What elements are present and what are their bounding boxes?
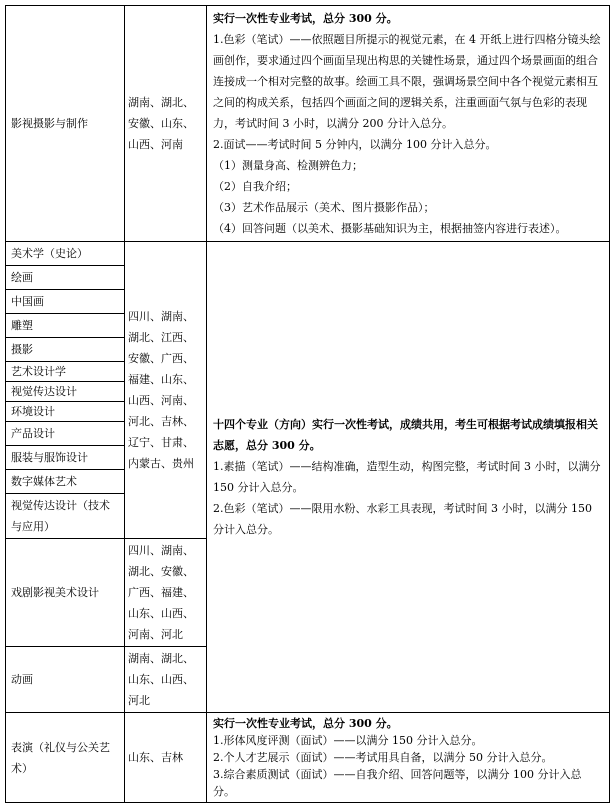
major-art-5: 摄影 bbox=[6, 338, 125, 362]
major-drama: 戏剧影视美术设计 bbox=[6, 539, 125, 647]
requirements-art bbox=[207, 242, 610, 713]
regions-drama: 四川、湖南、湖北、安徽、广西、福建、山东、山西、河南、河北 bbox=[125, 539, 207, 647]
major-art-11: 数字媒体艺术 bbox=[6, 470, 125, 494]
film-interview-item-4: （4）回答问题（以美术、摄影基础知识为主，根据抽签内容进行表述）。 bbox=[213, 222, 567, 235]
regions-performance: 山东、吉林 bbox=[125, 713, 207, 803]
major-art-4: 雕塑 bbox=[6, 314, 125, 338]
table-row-performance bbox=[6, 713, 610, 803]
performance-talent-show: 2.个人才艺展示（面试）——考试用具自备，以满分 50 分计入总分。 bbox=[213, 751, 553, 764]
regions-animation: 湖南、湖北、山东、山西、河北 bbox=[125, 647, 207, 713]
admissions-table bbox=[5, 5, 610, 803]
major-art-2: 绘画 bbox=[6, 266, 125, 290]
film-color-exam: 1.色彩（笔试）——依照题目所提示的视觉元素，在 4 开纸上进行四格分镜头绘画创作，要求通过四个画面呈现出构思的关键性场景，通过四个场景画面的组合连接成一个相对完整的故事。绘画工具不限，强调场景空间中各个视觉元素相互之间的构成关系，包括四个画面之间的逻辑关系，注重画面气氛与色彩的表现力，考试时间 3 小时，以满分 200 分计入总分。 bbox=[213, 33, 601, 130]
major-art-10: 服装与服饰设计 bbox=[6, 446, 125, 470]
major-film: 影视摄影与制作 bbox=[6, 6, 125, 242]
major-art-12: 视觉传达设计（技术与应用） bbox=[6, 494, 125, 539]
performance-posture-test: 1.形体风度评测（面试）——以满分 150 分计入总分。 bbox=[213, 734, 483, 747]
regions-film: 湖南、湖北、安徽、山东、山西、河南 bbox=[125, 6, 207, 242]
table-row-film bbox=[6, 6, 610, 242]
major-art-9: 产品设计 bbox=[6, 422, 125, 446]
major-art-6: 艺术设计学 bbox=[6, 362, 125, 382]
major-performance: 表演（礼仪与公关艺术） bbox=[6, 713, 125, 803]
regions-art: 四川、湖南、湖北、江西、安徽、广西、福建、山东、山西、河南、河北、吉林、辽宁、甘肃、内蒙古、贵州 bbox=[125, 242, 207, 539]
table-row-art bbox=[6, 242, 610, 266]
art-summary: 十四个专业（方向）实行一次性考试，成绩共用，考生可根据考试成绩填报相关志愿，总分 300 分。 bbox=[213, 418, 598, 452]
film-summary: 实行一次性专业考试，总分 300 分。 bbox=[213, 12, 398, 25]
film-interview-item-3: （3）艺术作品展示（美术、图片摄影作品）； bbox=[213, 201, 435, 214]
film-interview: 2.面试——考试时间 5 分钟内，以满分 100 分计入总分。 bbox=[213, 138, 497, 151]
art-sketch-exam: 1.素描（笔试）——结构准确，造型生动，构图完整，考试时间 3 小时，以满分 150 分计入总分。 bbox=[213, 460, 601, 494]
major-art-1: 美术学（史论） bbox=[6, 242, 125, 266]
major-art-7: 视觉传达设计 bbox=[6, 382, 125, 402]
performance-general-test: 3.综合素质测试（面试）——自我介绍、回答问题等，以满分 100 分计入总分。 bbox=[213, 768, 582, 798]
requirements-performance bbox=[207, 713, 610, 803]
film-interview-item-1: （1）测量身高、检测辨色力； bbox=[213, 159, 363, 172]
art-color-exam: 2.色彩（笔试）——限用水粉、水彩工具表现，考试时间 3 小时，以满分 150 分计入总分。 bbox=[213, 502, 592, 536]
film-interview-item-2: （2）自我介绍； bbox=[213, 180, 297, 193]
requirements-film bbox=[207, 6, 610, 242]
major-art-3: 中国画 bbox=[6, 290, 125, 314]
performance-summary: 实行一次性专业考试，总分 300 分。 bbox=[213, 717, 398, 730]
major-animation: 动画 bbox=[6, 647, 125, 713]
major-art-8: 环境设计 bbox=[6, 402, 125, 422]
